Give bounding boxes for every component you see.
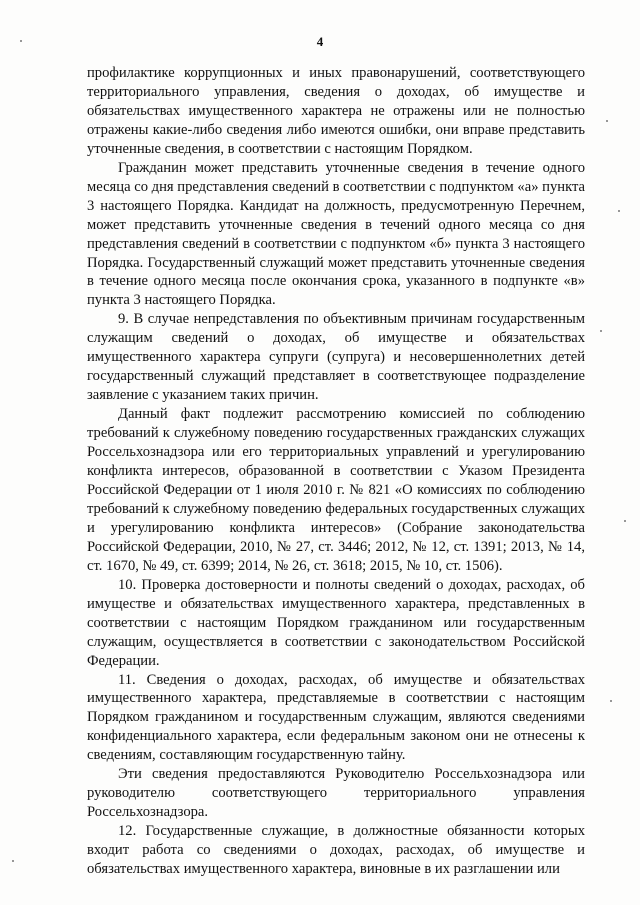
scan-speck xyxy=(12,860,14,862)
scan-speck xyxy=(624,520,626,522)
paragraph-item-10: 10. Проверка достоверности и полноты сведений о доходах, расходах, об имуществе и обязательствах имущественного характера, представленных в соответствии с настоящим Порядком гражданином или государственным служащим, осуществляется в соответствии с законодательством Российской Федерации. xyxy=(87,576,585,669)
paragraph-continuation: профилактике коррупционных и иных правонарушений, соответствующего территориального управления, сведения о доходах, об имуществе и обязательствах имущественного характера не отражены или не полностью отражены какие-либо сведения либо имеются ошибки, они вправе представить уточненные сведения, в соответствии с настоящим Порядком. xyxy=(87,65,585,157)
page-number: 4 xyxy=(316,34,324,49)
paragraph-provision: Эти сведения предоставляются Руководителю Россельхознадзора или руководителю соответствующего территориального управления Россельхознадзора. xyxy=(87,766,585,821)
scan-speck xyxy=(606,120,608,122)
paragraph-item-9: 9. В случае непредставления по объективным причинам государственным служащим сведений о доходах, об имуществе и обязательствах имущественного характера супруги (супруга) и несовершеннолетних детей государственный служащий представляет в соответствующее подразделение заявление с указанием таких причин. xyxy=(87,311,585,404)
scan-speck xyxy=(600,330,602,332)
scan-speck xyxy=(20,40,22,42)
paragraph-commission: Данный факт подлежит рассмотрению комиссией по соблюдению требований к служебному поведению государственных гражданских служащих Россельхознадзора или его территориальных управлений и урегулированию конфликта интересов, образованной в соответствии с Указом Президента Российской Федерации от 1 июля 2010 г. № 821 «О комиссиях по соблюдению требований к служебному поведению федеральных государственных служащих и урегулированию конфликта интересов» (Собрание законодательства Российской Федерации, 2010, № 27, ст. 3446; 2012, № 12, ст. 1391; 2013, № 14, ст. 1670, № 49, ст. 6399; 2014, № 26, ст. 3618; 2015, № 10, ст. 1506). xyxy=(87,406,585,574)
document-body xyxy=(87,64,585,879)
scan-speck xyxy=(618,210,620,212)
paragraph-clarified-info: Гражданин может представить уточненные сведения в течение одного месяца со дня представления сведений в соответствии с подпунктом «а» пункта 3 настоящего Порядка. Кандидат на должность, предусмотренную Перечнем, может представить уточненные сведения в течений одного месяца со дня представления сведений в соответствии с подпунктом «б» пункта 3 настоящего Порядка. Государственный служащий может представить уточненные сведения в течение одного месяца после окончания срока, указанного в подпункте «в» пункта 3 настоящего Порядка. xyxy=(87,159,585,309)
paragraph-item-12: 12. Государственные служащие, в должностные обязанности которых входит работа со сведениями о доходах, расходах, об имуществе и обязательствах имущественного характера, виновные в их разглашении или xyxy=(87,823,585,878)
paragraph-item-11: 11. Сведения о доходах, расходах, об имуществе и обязательствах имущественного характера, представляемые в соответствии с настоящим Порядком гражданином и государственным служащим, являются сведениями конфиденциального характера, если федеральным законом они не отнесены к сведениям, составляющим государственную тайну. xyxy=(87,671,585,764)
scan-speck xyxy=(610,700,612,702)
